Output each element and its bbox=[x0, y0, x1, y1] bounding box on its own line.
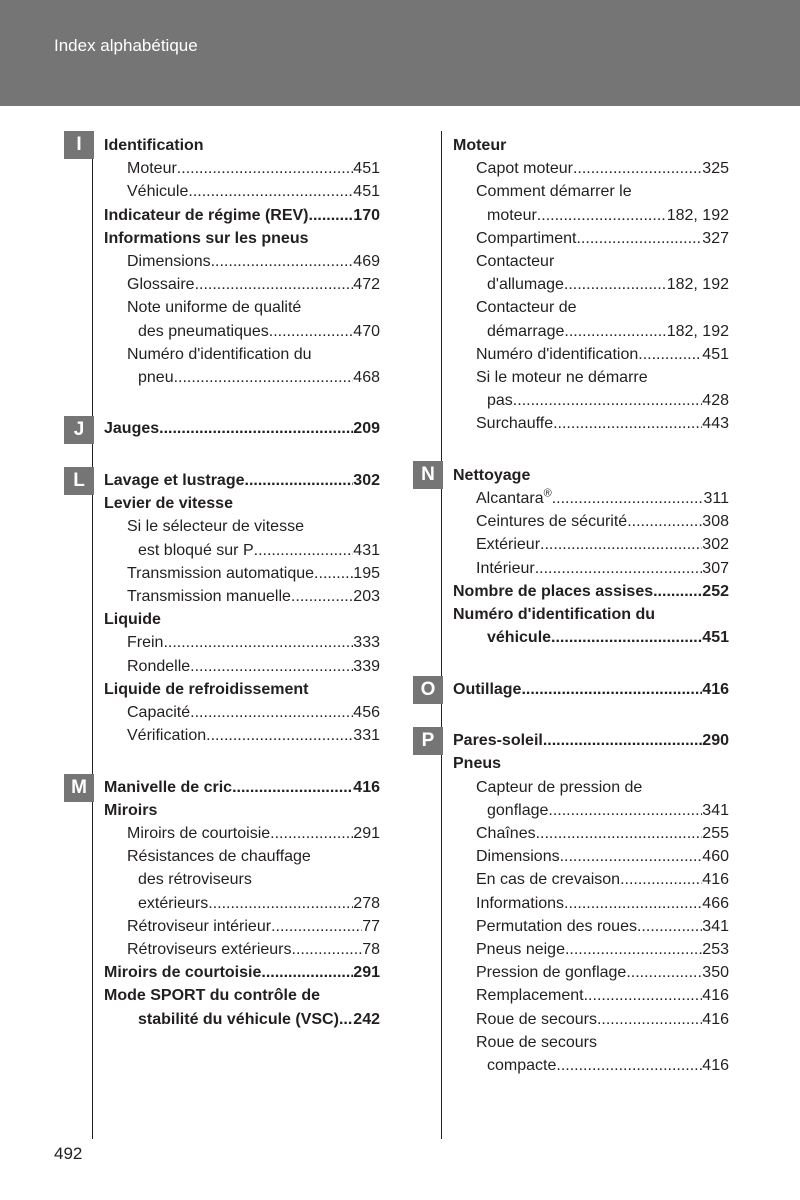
section-tab-o: O bbox=[413, 676, 443, 704]
index-entry-term: Nettoyage bbox=[453, 466, 531, 484]
index-entry-term: des rétroviseurs bbox=[138, 871, 252, 889]
index-entry-term: extérieurs bbox=[138, 894, 209, 912]
index-entry-term: Remplacement bbox=[476, 987, 584, 1005]
section-gap bbox=[104, 441, 380, 469]
index-entry bbox=[453, 273, 729, 296]
index-entry-page: 291 bbox=[353, 964, 380, 982]
index-entry bbox=[453, 557, 729, 580]
dot-leader bbox=[573, 157, 702, 180]
index-entry-term: Roue de secours bbox=[476, 1010, 597, 1028]
index-entry bbox=[104, 724, 380, 747]
dot-leader bbox=[174, 366, 354, 389]
index-entry-term: Transmission automatique bbox=[127, 564, 315, 582]
index-entry-term: Pression de gonflage bbox=[476, 964, 627, 982]
index-entry-page: 451 bbox=[353, 160, 380, 178]
dot-leader bbox=[564, 273, 667, 296]
index-entry bbox=[453, 822, 729, 845]
index-entry-page: 252 bbox=[702, 582, 729, 600]
index-entry bbox=[104, 366, 380, 389]
index-entry-page: 341 bbox=[702, 917, 729, 935]
index-entry bbox=[453, 343, 729, 366]
index-entry-term: Contacteur de bbox=[476, 299, 577, 317]
index-entry-term: Miroirs bbox=[104, 801, 158, 819]
dot-leader bbox=[190, 655, 353, 678]
index-entry-term: Capacité bbox=[127, 703, 191, 721]
dot-leader bbox=[637, 915, 702, 938]
dot-leader bbox=[208, 892, 353, 915]
index-entry-page: 416 bbox=[702, 1056, 729, 1074]
dot-leader bbox=[269, 320, 354, 343]
index-entry-term: Capteur de pression de bbox=[476, 778, 643, 796]
registered-mark: ® bbox=[543, 487, 552, 500]
index-entry bbox=[104, 608, 380, 631]
section-tab-n: N bbox=[413, 461, 443, 489]
index-entry bbox=[453, 366, 729, 389]
index-entry bbox=[104, 938, 380, 961]
index-entry bbox=[453, 580, 729, 603]
index-column-right bbox=[453, 134, 729, 1077]
index-entry-term: Identification bbox=[104, 137, 204, 154]
index-entry bbox=[104, 204, 380, 227]
index-entry-term: véhicule bbox=[487, 629, 552, 647]
index-entry-page: 416 bbox=[702, 1010, 729, 1028]
index-entry bbox=[104, 961, 380, 984]
index-entry-page: 416 bbox=[702, 871, 729, 889]
column-rule-right bbox=[441, 131, 442, 1139]
index-entry-term: Véhicule bbox=[127, 183, 189, 201]
index-entry-page: 302 bbox=[702, 536, 729, 554]
index-entry-term: Résistances de chauffage bbox=[127, 848, 311, 866]
index-entry bbox=[453, 603, 729, 626]
index-entry bbox=[104, 469, 380, 492]
index-entry bbox=[104, 984, 380, 1007]
index-entry-term: Glossaire bbox=[127, 276, 195, 294]
index-entry-page: 311 bbox=[703, 490, 729, 508]
index-entry bbox=[453, 984, 729, 1007]
index-entry-page: 308 bbox=[702, 513, 729, 531]
index-entry-page: 416 bbox=[353, 778, 380, 796]
index-entry-term: Manivelle de cric bbox=[104, 778, 233, 796]
index-entry bbox=[104, 180, 380, 203]
section-tab-p: P bbox=[413, 727, 443, 755]
index-entry-page: 416 bbox=[702, 987, 729, 1005]
index-entry-term: Nombre de places assises bbox=[453, 582, 654, 600]
index-entry bbox=[453, 464, 729, 487]
index-entry bbox=[453, 845, 729, 868]
index-entry bbox=[453, 510, 729, 533]
index-entry-page: 350 bbox=[702, 964, 729, 982]
index-entry-page: 331 bbox=[353, 727, 380, 745]
index-entry-page: 182, 192 bbox=[666, 322, 729, 340]
page-number: 492 bbox=[54, 1144, 83, 1163]
index-entry-term: Surchauffe bbox=[476, 415, 554, 433]
index-entry-page: 78 bbox=[362, 940, 380, 958]
column-rule-left bbox=[92, 131, 93, 1139]
index-entry-term: Indicateur de régime (REV) bbox=[104, 206, 309, 224]
index-entry-term: Contacteur bbox=[476, 252, 555, 270]
index-entry-page: 253 bbox=[702, 940, 729, 958]
index-entry bbox=[104, 273, 380, 296]
index-entry-term: Miroirs de courtoisie bbox=[127, 825, 271, 843]
dot-leader bbox=[314, 562, 353, 585]
index-entry-term: Informations sur les pneus bbox=[104, 229, 309, 247]
index-entry-term: Moteur bbox=[453, 137, 507, 154]
index-column-left bbox=[104, 134, 380, 1031]
index-entry bbox=[104, 845, 380, 868]
index-entry bbox=[453, 180, 729, 203]
index-entry bbox=[104, 227, 380, 250]
dot-leader bbox=[339, 1008, 353, 1031]
index-entry bbox=[453, 134, 729, 157]
dot-leader bbox=[543, 729, 702, 752]
section-gap bbox=[453, 649, 729, 677]
index-entry bbox=[453, 250, 729, 273]
index-entry-term: Vérification bbox=[127, 727, 207, 745]
dot-leader bbox=[537, 204, 667, 227]
index-entry bbox=[104, 320, 380, 343]
index-entry bbox=[453, 626, 729, 649]
dot-leader bbox=[551, 626, 702, 649]
dot-leader bbox=[270, 822, 353, 845]
index-entry bbox=[104, 343, 380, 366]
section-tab-i: I bbox=[64, 131, 94, 159]
index-entry-page: 469 bbox=[353, 252, 380, 270]
index-entry-page: 77 bbox=[362, 917, 380, 935]
index-entry bbox=[104, 157, 380, 180]
index-entry-term: Alcantara® bbox=[476, 487, 552, 508]
index-entry-term: Miroirs de courtoisie bbox=[104, 964, 262, 982]
index-entry bbox=[104, 585, 380, 608]
index-entry bbox=[104, 799, 380, 822]
index-entry bbox=[453, 868, 729, 891]
index-entry bbox=[104, 655, 380, 678]
dot-leader bbox=[291, 585, 353, 608]
index-entry bbox=[453, 729, 729, 752]
dot-leader bbox=[564, 320, 666, 343]
index-entry-term: Rétroviseurs extérieurs bbox=[127, 940, 292, 958]
dot-leader bbox=[564, 892, 702, 915]
index-entry-term: Liquide bbox=[104, 611, 161, 629]
dot-leader bbox=[576, 227, 702, 250]
index-entry-page: 302 bbox=[353, 472, 380, 490]
index-entry-page: 451 bbox=[353, 183, 380, 201]
index-entry-term: Capot moteur bbox=[476, 160, 573, 178]
index-entry-term: gonflage bbox=[487, 801, 549, 819]
index-entry-term: Compartiment bbox=[476, 229, 577, 247]
index-entry bbox=[104, 539, 380, 562]
index-entry-page: 255 bbox=[702, 825, 729, 843]
section-tab-m: M bbox=[64, 774, 94, 802]
index-entry bbox=[104, 678, 380, 701]
index-entry-term: Transmission manuelle bbox=[127, 587, 291, 605]
index-entry-page: 470 bbox=[353, 322, 380, 340]
index-entry bbox=[104, 701, 380, 724]
dot-leader bbox=[190, 701, 353, 724]
index-entry-term: Frein bbox=[127, 634, 164, 652]
index-entry bbox=[104, 822, 380, 845]
index-entry-page: 451 bbox=[702, 345, 729, 363]
index-entry-page: 325 bbox=[702, 160, 729, 178]
index-entry-page: 203 bbox=[353, 587, 380, 605]
index-entry-page: 339 bbox=[353, 657, 380, 675]
index-entry-term: Ceintures de sécurité bbox=[476, 513, 628, 531]
index-entry-term: Liquide de refroidissement bbox=[104, 680, 309, 698]
index-entry-page: 443 bbox=[702, 415, 729, 433]
index-entry bbox=[453, 157, 729, 180]
index-entry-term: stabilité du véhicule (VSC) bbox=[138, 1010, 339, 1028]
index-entry-term: est bloqué sur P bbox=[138, 541, 254, 559]
index-entry bbox=[453, 389, 729, 412]
dot-leader bbox=[195, 273, 354, 296]
index-entry-page: 170 bbox=[353, 206, 380, 224]
dot-leader bbox=[556, 1054, 702, 1077]
index-entry-page: 307 bbox=[702, 559, 729, 577]
dot-leader bbox=[521, 678, 702, 701]
index-entry-page: 278 bbox=[353, 894, 380, 912]
dot-leader bbox=[159, 417, 353, 440]
index-entry bbox=[453, 227, 729, 250]
index-entry-term: Dimensions bbox=[476, 848, 560, 866]
section-gap bbox=[104, 389, 380, 417]
index-entry bbox=[104, 892, 380, 915]
index-entry-page: 451 bbox=[702, 629, 729, 647]
index-entry-term: Lavage et lustrage bbox=[104, 472, 245, 490]
index-entry-page: 416 bbox=[702, 680, 729, 698]
index-entry-page: 460 bbox=[702, 848, 729, 866]
index-entry-term: d'allumage bbox=[487, 276, 564, 294]
index-entry-page: 472 bbox=[353, 276, 380, 294]
index-entry-term: Levier de vitesse bbox=[104, 495, 233, 513]
index-entry-term: des pneumatiques bbox=[138, 322, 269, 340]
dot-leader bbox=[653, 580, 702, 603]
index-entry-page: 290 bbox=[702, 732, 729, 750]
index-entry-term: Numéro d'identification du bbox=[453, 605, 656, 623]
index-entry bbox=[453, 1054, 729, 1077]
index-entry-term: Numéro d'identification du bbox=[127, 345, 312, 363]
dot-leader bbox=[513, 389, 703, 412]
index-entry-term: Si le sélecteur de vitesse bbox=[127, 518, 304, 536]
dot-leader bbox=[565, 938, 702, 961]
dot-leader bbox=[309, 204, 354, 227]
index-entry-term: Pneus neige bbox=[476, 940, 565, 958]
index-entry-page: 466 bbox=[702, 894, 729, 912]
index-entry bbox=[104, 1008, 380, 1031]
index-entry bbox=[453, 204, 729, 227]
index-entry-page: 182, 192 bbox=[666, 276, 729, 294]
dot-leader bbox=[552, 487, 704, 510]
index-entry-term: moteur bbox=[487, 206, 537, 224]
index-entry bbox=[104, 250, 380, 273]
dot-leader bbox=[245, 469, 354, 492]
index-entry-term: Roue de secours bbox=[476, 1033, 597, 1051]
index-entry-term: Pares-soleil bbox=[453, 732, 543, 750]
index-entry-page: 333 bbox=[353, 634, 380, 652]
index-entry bbox=[453, 1008, 729, 1031]
index-entry-term: Pneus bbox=[453, 755, 502, 773]
index-entry bbox=[104, 515, 380, 538]
index-entry bbox=[453, 320, 729, 343]
section-gap bbox=[104, 747, 380, 775]
index-entry bbox=[104, 492, 380, 515]
index-entry-page: 209 bbox=[353, 420, 380, 438]
index-entry-term: Dimensions bbox=[127, 252, 211, 270]
index-entry bbox=[453, 487, 729, 510]
header-title: Index alphabétique bbox=[54, 36, 198, 55]
dot-leader bbox=[560, 845, 703, 868]
index-entry bbox=[104, 915, 380, 938]
index-entry-page: 341 bbox=[702, 801, 729, 819]
index-entry-term: Permutation des roues bbox=[476, 917, 637, 935]
index-entry bbox=[104, 562, 380, 585]
dot-leader bbox=[232, 776, 353, 799]
index-entry bbox=[104, 296, 380, 319]
index-entry bbox=[104, 631, 380, 654]
section-gap bbox=[453, 435, 729, 463]
index-entry-term: Numéro d'identification bbox=[476, 345, 639, 363]
index-entry-page: 291 bbox=[353, 825, 380, 843]
index-entry bbox=[453, 678, 729, 701]
index-entry bbox=[453, 961, 729, 984]
index-entry bbox=[453, 892, 729, 915]
index-entry bbox=[453, 938, 729, 961]
index-entry-page: 428 bbox=[702, 392, 729, 410]
index-entry-term: Chaînes bbox=[476, 825, 536, 843]
dot-leader bbox=[261, 961, 353, 984]
index-entry-page: 468 bbox=[353, 368, 380, 386]
index-entry-term: pas bbox=[487, 392, 513, 410]
dot-leader bbox=[206, 724, 353, 747]
index-entry-page: 431 bbox=[353, 541, 380, 559]
index-entry bbox=[104, 134, 380, 157]
index-entry-term: pneu bbox=[138, 368, 174, 386]
index-entry-term: Rondelle bbox=[127, 657, 191, 675]
index-entry bbox=[453, 296, 729, 319]
index-entry bbox=[453, 776, 729, 799]
index-entry-term: Jauges bbox=[104, 420, 160, 438]
section-gap bbox=[453, 701, 729, 729]
index-entry-term: Moteur bbox=[127, 160, 177, 178]
dot-leader bbox=[638, 343, 702, 366]
index-entry bbox=[104, 776, 380, 799]
dot-leader bbox=[535, 557, 703, 580]
index-entry bbox=[453, 533, 729, 556]
index-entry bbox=[453, 412, 729, 435]
dot-leader bbox=[211, 250, 354, 273]
index-entry bbox=[453, 752, 729, 775]
dot-leader bbox=[292, 938, 363, 961]
dot-leader bbox=[597, 1008, 702, 1031]
index-entry-term: Extérieur bbox=[476, 536, 541, 554]
dot-leader bbox=[620, 868, 702, 891]
dot-leader bbox=[540, 533, 702, 556]
index-entry-page: 456 bbox=[353, 703, 380, 721]
section-tab-j: J bbox=[64, 416, 94, 444]
dot-leader bbox=[188, 180, 353, 203]
index-entry-term: Si le moteur ne démarre bbox=[476, 368, 648, 386]
index-entry-page: 195 bbox=[353, 564, 380, 582]
page-header bbox=[0, 0, 800, 106]
dot-leader bbox=[627, 510, 702, 533]
index-entry-term: Comment démarrer le bbox=[476, 183, 632, 201]
index-entry-term: compacte bbox=[487, 1056, 557, 1074]
dot-leader bbox=[177, 157, 354, 180]
dot-leader bbox=[536, 822, 703, 845]
index-entry bbox=[104, 417, 380, 440]
index-entry bbox=[453, 915, 729, 938]
index-entry-term: Note uniforme de qualité bbox=[127, 299, 302, 317]
index-entry-term: En cas de crevaison bbox=[476, 871, 621, 889]
index-entry-page: 242 bbox=[353, 1010, 380, 1028]
index-entry-page: 327 bbox=[702, 229, 729, 247]
dot-leader bbox=[626, 961, 702, 984]
index-entry-term: Mode SPORT du contrôle de bbox=[104, 987, 321, 1005]
dot-leader bbox=[254, 539, 354, 562]
index-entry-term: Informations bbox=[476, 894, 565, 912]
index-entry-page: 182, 192 bbox=[666, 206, 729, 224]
section-tab-l: L bbox=[64, 467, 94, 495]
index-entry-term: Intérieur bbox=[476, 559, 535, 577]
dot-leader bbox=[553, 412, 702, 435]
dot-leader bbox=[163, 631, 353, 654]
dot-leader bbox=[548, 799, 702, 822]
dot-leader bbox=[584, 984, 703, 1007]
index-entry bbox=[453, 799, 729, 822]
index-entry bbox=[104, 868, 380, 891]
index-entry-term: Outillage bbox=[453, 680, 522, 698]
index-entry bbox=[453, 1031, 729, 1054]
index-entry-term: démarrage bbox=[487, 322, 565, 340]
dot-leader bbox=[271, 915, 362, 938]
index-entry-term: Rétroviseur intérieur bbox=[127, 917, 272, 935]
